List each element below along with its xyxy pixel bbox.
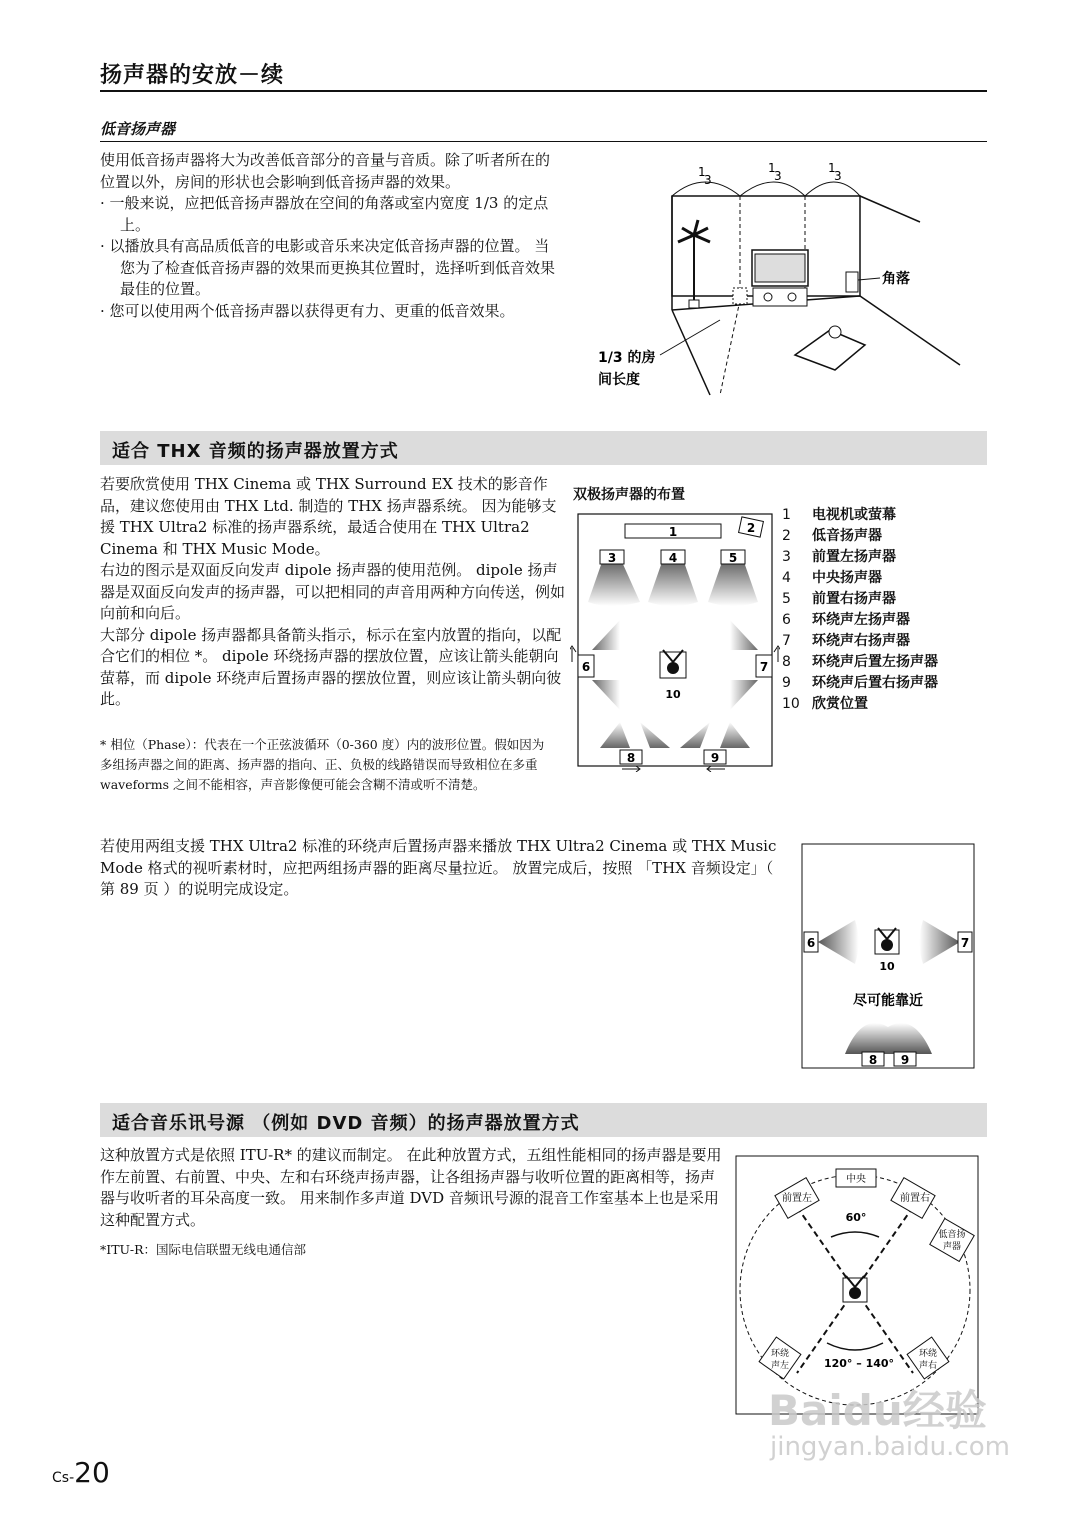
legend-row: 10 欣赏位置 <box>782 696 868 712</box>
rear-angle-label: 120° – 140° <box>823 1357 895 1370</box>
music-section-title: 适合音乐讯号源 （例如 DVD 音频）的扬声器放置方式 <box>112 1113 580 1134</box>
label-6: 6 <box>581 660 591 674</box>
arrow-up-icon <box>570 646 576 662</box>
thx-paragraph: 若要欣赏使用 THX Cinema 或 THX Surround EX 技术的影音作品，建议您使用由 THX Ltd. 制造的 THX 扬声器系统。 因为能够支援 THX Ultra2 标准的扬声器系统，最适合使用在 THX Ultra2 Cinema 和 THX Music Mode。 <box>100 475 557 558</box>
tv-screen <box>755 254 805 282</box>
dipole-diagram-title: 双极扬声器的布置 <box>573 487 685 503</box>
label-9: 9 <box>900 1053 910 1067</box>
label-10: 10 <box>879 960 895 973</box>
tv-stand <box>753 288 807 306</box>
music-section-band <box>100 1103 987 1137</box>
thx-paragraph: 右边的图示是双面反向发声 dipole 扬声器的使用范例。 dipole 扬声器是双面反向发声的扬声器，可以把相同的声音用两种方向传送，例如向前和向后。 <box>100 561 566 622</box>
listener-icon <box>660 650 686 678</box>
subwoofer-text <box>100 150 555 322</box>
page-title: 扬声器的安放－续 <box>100 63 285 88</box>
label-8: 8 <box>868 1053 878 1067</box>
subwoofer-position-icon <box>733 288 747 304</box>
label-4: 4 <box>668 551 678 565</box>
surround-right-label: 声右 <box>918 1361 938 1371</box>
listener-icon <box>843 1276 867 1302</box>
music-paragraph: 这种放置方式是依照 ITU-R* 的建议而制定。 在此种放置方式，五组性能相同的扬声器是要用作左前置、右前置、中央、左和右环绕声扬声器，让各组扬声器与收听位置的距离相等，扬声器与收听者的耳朵高度一致。 用来制作多声道 DVD 音频讯号源的混音工作室基本上也是采用这种配置方式。 <box>100 1146 722 1229</box>
arrow-right-icon <box>622 766 640 772</box>
dipole-layout-diagram <box>570 510 780 772</box>
rear-speakers-close-diagram <box>800 842 978 1072</box>
music-footnote: *ITU-R：国际电信联盟无线电通信部 <box>100 1242 306 1257</box>
label-2: 2 <box>746 521 756 535</box>
speaker-legend <box>782 505 938 715</box>
thx-paragraph-rear: 若使用两组支援 THX Ultra2 标准的环绕声后置扬声器来播放 THX Ultra2 Cinema 或 THX Music Mode 格式的视听素材时，应把两组扬声器的距离尽量拉近。 放置完成后，按照 「THX 音频设定」（ 第 89 页 ）的说明完成设定。 <box>100 837 777 898</box>
third-arc <box>740 182 805 196</box>
floor-right-edge <box>860 296 960 365</box>
legend-row: 4 中央扬声器 <box>782 570 882 586</box>
svg-text:3: 3 <box>704 173 712 187</box>
corner-subwoofer-icon <box>846 272 858 292</box>
surround-left-label: 环绕 <box>770 1349 790 1359</box>
page-number <box>52 1456 110 1489</box>
legend-row: 5 前置右扬声器 <box>782 591 896 607</box>
watermark-url: jingyan.baidu.com <box>770 1432 1010 1462</box>
legend-row: 2 低音扬声器 <box>782 528 882 544</box>
corner-label: 角落 <box>882 271 910 287</box>
label-7: 7 <box>759 660 769 674</box>
label-5: 5 <box>728 551 738 565</box>
subwoofer-label: 声器 <box>942 1242 962 1252</box>
length-divider <box>720 300 740 395</box>
subwoofer-intro: 使用低音扬声器将大为改善低音部分的音量与音质。除了听者所在的位置以外，房间的形状也会影响到低音扬声器的效果。 <box>100 151 551 191</box>
page-prefix: Cs- <box>52 1470 75 1486</box>
watermark-brand: Baidu经验 <box>768 1386 987 1435</box>
sofa-icon <box>795 326 865 370</box>
legend-row: 7 环绕声右扬声器 <box>782 633 910 649</box>
page-num: 20 <box>74 1456 110 1489</box>
front-angle-label: 60° <box>845 1211 867 1224</box>
ceiling-right-edge <box>860 196 920 222</box>
legend-row: 8 环绕声后置左扬声器 <box>782 654 938 670</box>
close-together-label: 尽可能靠近 <box>853 993 923 1009</box>
thx-section-title: 适合 THX 音频的扬声器放置方式 <box>112 441 399 462</box>
fraction-label <box>828 161 842 183</box>
fraction-label <box>698 165 712 187</box>
thx-paragraph: 大部分 dipole 扬声器都具备箭头指示，标示在室内放置的指向，以配合它们的相位 *。 dipole 环绕扬声器的摆放位置，应该让箭头能朝向萤幕，而 dipole 环绕声后置扬声器的摆放位置，则应该让箭头朝向彼此。 <box>100 625 562 708</box>
legend-row: 1 电视机或萤幕 <box>782 507 896 523</box>
surround-left-label: 声左 <box>770 1361 790 1371</box>
thx-text <box>100 474 566 711</box>
label-1: 1 <box>668 525 678 539</box>
thx-section-band <box>100 431 987 465</box>
fraction-label <box>768 161 782 183</box>
arrow-up-icon <box>774 646 780 662</box>
palm-plant-icon <box>678 220 710 308</box>
listener-icon <box>875 928 899 954</box>
svg-text:3: 3 <box>834 169 842 183</box>
length-label: 1/3 的房 <box>598 350 656 366</box>
floor-left-edge <box>672 310 710 395</box>
label-9: 9 <box>710 751 720 765</box>
legend-row: 6 环绕声左扬声器 <box>782 612 910 628</box>
subwoofer-bullet: · 您可以使用两个低音扬声器以获得更有力、更重的低音效果。 <box>100 301 515 320</box>
label-7: 7 <box>960 936 970 950</box>
subwoofer-label: 低音扬 <box>938 1230 966 1240</box>
header-rule <box>100 90 987 92</box>
subwoofer-bullet: · 以播放具有高品质低音的电影或音乐来决定低音扬声器的位置。 当您为了检查低音扬声器的效果而更换其位置时，选择听到低音效果最佳的位置。 <box>100 237 556 298</box>
third-arc <box>805 182 860 196</box>
legend-row: 9 环绕声后置右扬声器 <box>782 675 938 691</box>
subwoofer-bullet: · 一般来说，应把低音扬声器放在空间的角落或室内宽度 1/3 的定点上。 <box>100 194 549 234</box>
legend-row: 3 前置左扬声器 <box>782 549 896 565</box>
itu-r-layout-diagram <box>735 1155 979 1415</box>
svg-text:1: 1 <box>698 165 706 179</box>
subwoofer-title: 低音扬声器 <box>100 120 176 138</box>
length-label: 间长度 <box>598 372 640 388</box>
label-3: 3 <box>607 551 617 565</box>
label-10: 10 <box>665 688 681 701</box>
center-label: 中央 <box>846 1174 866 1185</box>
arrow-left-icon <box>707 766 725 772</box>
thx-footnote: * 相位（Phase）：代表在一个正弦波循环（0-360 度）内的波形位置。假如因为多组扬声器之间的距离、扬声器的指向、正、负极的线路错误而导致相位在多重 waveforms 之间不能相容，声音影像便可能会含糊不清或听不清楚。 <box>100 737 545 792</box>
corner-pointer <box>858 278 880 280</box>
subwoofer-rule <box>100 141 987 142</box>
surround-right-label: 环绕 <box>918 1349 938 1359</box>
label-8: 8 <box>626 751 636 765</box>
front-left-label: 前置左 <box>782 1193 812 1204</box>
label-6: 6 <box>806 936 816 950</box>
svg-text:1: 1 <box>768 161 776 175</box>
front-right-label: 前置右 <box>900 1193 930 1204</box>
svg-text:1: 1 <box>828 161 836 175</box>
svg-text:3: 3 <box>774 169 782 183</box>
subwoofer-room-diagram <box>590 150 990 400</box>
